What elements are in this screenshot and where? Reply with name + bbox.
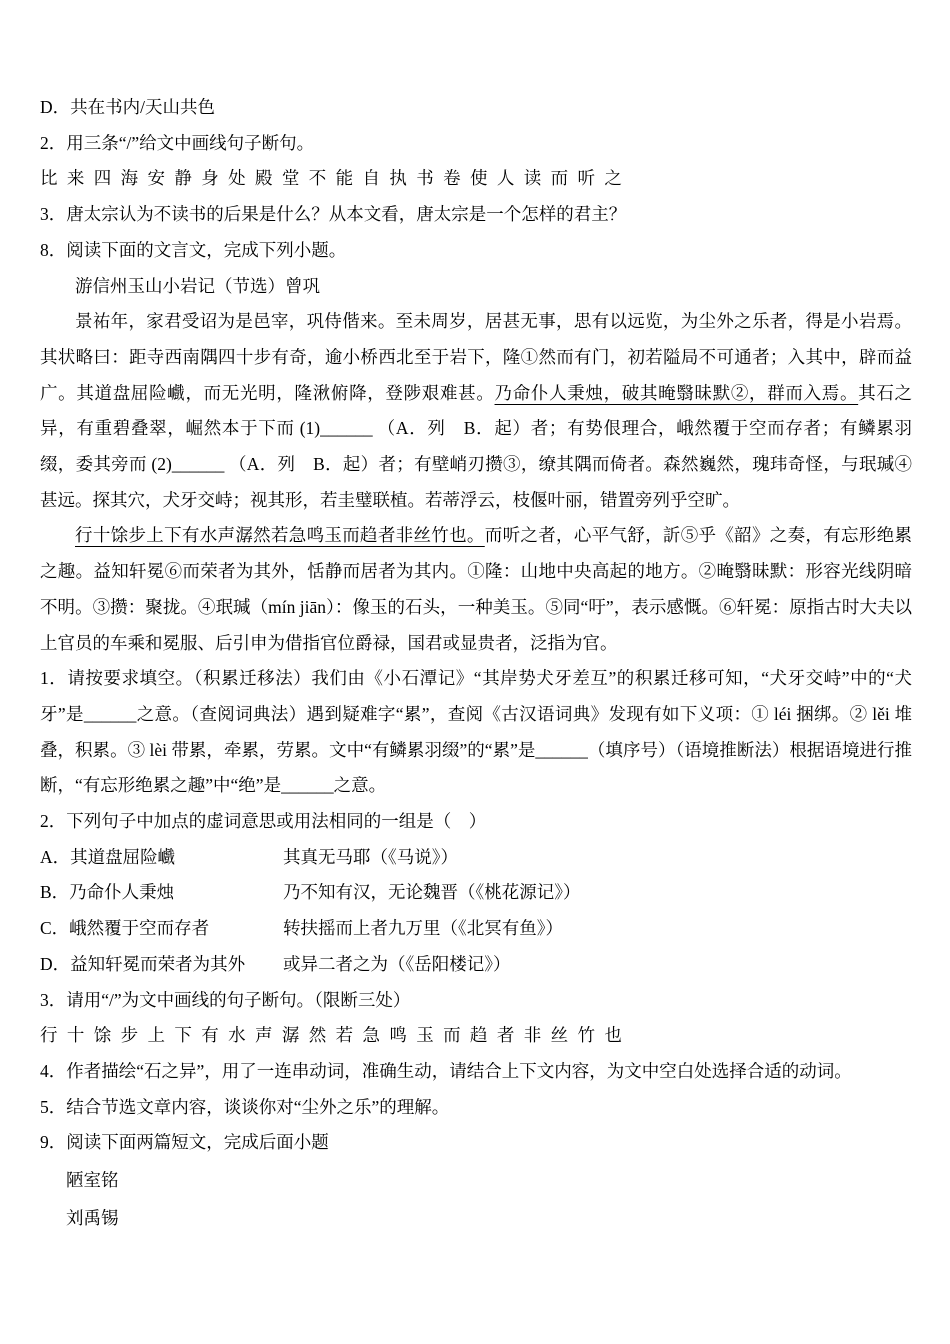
passage-2-title (40, 1163, 912, 1199)
text-segment: 2．下列句子中加点的虚词意思或用法相同的一组是（ ） (40, 811, 487, 832)
text-segment: 4．作者描绘“石之异”，用了一连串动词，准确生动，请结合上下文内容，为文中空白处选择合适的动词。 (40, 1060, 852, 1081)
text-segment: D．共在书内/天山共色 (40, 97, 215, 117)
q2-option-b-right: 乃不知有汉，无论魏晋（《桃花源记》） (283, 882, 581, 903)
q2-option-a-left: A．其道盘屈险巇 (40, 846, 176, 867)
sentence-to-punctuate-2 (40, 1018, 912, 1054)
document-body (40, 90, 912, 1237)
q2-option-b-left: B．乃命仆人秉烛 (40, 882, 175, 903)
text-segment: 1．请按要求填空。（积累迁移法）我们由《小石潭记》“其岸势犬牙差互”的积累迁移可知，“犬牙交峙”中的“犬牙”是______之意。（查阅词典法）遇到疑难字“累”，查阅《古汉语词典》发现有如下义项：① léi 捆绑。② lěi 堆叠，积累。③ lèi 带累，牵累，劳累。文中“有鳞累羽缀”的“累”是______（填序号）（语境推断法）根据语境进行推断，“有忘形绝累之趣”中“绝”是______之意。 (40, 668, 912, 796)
text-segment: 3．请用“/”为文中画线的句子断句。（限断三处） (40, 989, 411, 1010)
q2-option-c-right: 转扶摇而上者九万里（《北冥有鱼》） (283, 918, 563, 939)
text-segment: 行 十 馀 步 上 下 有 水 声 潺 然 若 急 鸣 玉 而 趋 者 非 丝 竹 也 (40, 1025, 625, 1046)
q2-option-d (40, 947, 912, 983)
text-segment: 比 来 四 海 安 静 身 处 殿 堂 不 能 自 执 书 卷 使 人 读 而 听 之 (40, 168, 625, 189)
q2-option-c-left: C．峨然覆于空而存者 (40, 918, 210, 939)
question-2 (40, 126, 912, 162)
q2-option-d-left: D．益知轩冕而荣者为其外 (40, 953, 246, 974)
text-segment: 游信州玉山小岩记（节选）曾巩 (75, 275, 320, 296)
sub-question-3 (40, 983, 912, 1019)
underlined-sentence: 行十馀步上下有水声潺然若急鸣玉而趋者非丝竹也。 (75, 525, 485, 546)
text-segment: 8．阅读下面的文言文，完成下列小题。 (40, 239, 347, 260)
q2-option-c (40, 911, 912, 947)
text-segment: 5．结合节选文章内容，谈谈你对“尘外之乐”的理解。 (40, 1096, 450, 1117)
q2-option-a-right: 其真无马耶（《马说》） (283, 846, 458, 867)
text-segment: 3．唐太宗认为不读书的后果是什么？从本文看，唐太宗是一个怎样的君主？ (40, 204, 627, 225)
text-segment: 9．阅读下面两篇短文，完成后面小题 (40, 1132, 329, 1153)
sentence-to-punctuate-1 (40, 161, 912, 197)
q2-option-d-right: 或异二者之为（《岳阳楼记》） (283, 953, 511, 974)
text-segment: 景祐年，家君受诏为是邑宰，巩侍偕来。至未周岁，居甚无事，思有以远览，为尘外之乐者，得是小岩焉。其状略曰：距寺西南隅四十步有奇，逾小桥西北至于岩下，隆①然而有门，初若隘局不可通者；入其中，辟而益广。其道盘屈险巇，而无光明，隆湫俯降，登陟艰难甚。 (40, 311, 912, 403)
choice-d-line (40, 90, 912, 126)
text-segment: 而听之者，心平气舒，訢⑤乎《韶》之奏，有忘形绝累之趣。益知轩冕⑥而荣者为其外，恬静而居者为其内。①隆：山地中央高起的地方。②晻翳昧默：形容光线阴暗不明。③攒：聚拢。④珉瑊（mín jiān）：像玉的石头，一种美玉。⑤同“吁”，表示感慨。⑥轩冕：原指古时大夫以上官员的车乘和冕服、后引申为借指官位爵禄，国君或显贵者，泛指为官。 (40, 525, 912, 653)
underlined-sentence: 乃命仆人秉烛，破其晻翳昧默②，群而入焉。 (494, 382, 859, 403)
sub-question-1 (40, 661, 912, 804)
q2-option-a (40, 840, 912, 876)
sub-question-4 (40, 1054, 912, 1090)
question-8 (40, 233, 912, 269)
q2-option-b (40, 875, 912, 911)
question-3 (40, 197, 912, 233)
passage-paragraph-2 (40, 518, 912, 661)
text-segment: 陋室铭 (66, 1170, 119, 1191)
passage-2-author (40, 1201, 912, 1237)
text-segment: 2．用三条“/”给文中画线句子断句。 (40, 132, 315, 153)
passage-paragraph-1 (40, 304, 912, 518)
passage-title (40, 269, 912, 305)
sub-question-2 (40, 804, 912, 840)
sub-question-5 (40, 1090, 912, 1126)
text-segment: 其石之异，有重碧叠翠，崛然本于下而 (1)______ （A．列 B．起）者；有势佷理合，峨然覆于空而存者；有鳞累羽缀，委其旁而 (2)______ （A．列 B．起）者；有壁峭刃攒③，缭其隅而倚者。森然巍然，瑰玮奇怪，与珉瑊④甚远。探其穴，犬牙交峙；视其形，若圭璧联植。若蒂浮云，枝偃叶丽，错置旁列乎空旷。 (40, 382, 913, 510)
text-segment: 刘禹锡 (66, 1207, 119, 1228)
question-9 (40, 1125, 912, 1161)
